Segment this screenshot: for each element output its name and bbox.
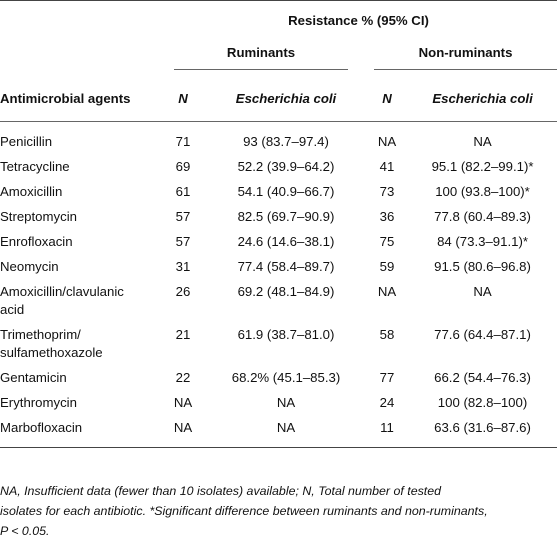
column-header-non-ecoli-text: Escherichia coli: [432, 91, 533, 106]
agent-cell: [0, 277, 160, 320]
rum-ecoli-cell: 68.2% (45.1–85.3): [231, 370, 341, 385]
header-row-columns: [0, 76, 557, 122]
non-ecoli-cell: 63.6 (31.6–87.6): [434, 420, 531, 435]
table-row: [0, 252, 557, 277]
agent-cell: Streptomycin: [0, 209, 77, 224]
non-ecoli-cell: NA: [473, 284, 492, 299]
non-n-cell: NA: [377, 284, 397, 299]
rum-n-cell: 71: [175, 134, 191, 149]
group-ruminants: [160, 39, 366, 76]
non-ecoli-cell: 77.6 (64.4–87.1): [434, 327, 531, 342]
footnote-line-1: NA, Insufficient data (fewer than 10 isolates) available; N, Total number of tested: [0, 484, 442, 498]
agent-line-1: Amoxicillin/clavulanic: [0, 284, 124, 299]
agent-cell: Marbofloxacin: [0, 420, 83, 435]
agent-cell: Enrofloxacin: [0, 234, 73, 249]
agent-cell: Erythromycin: [0, 395, 77, 410]
agent-cell: Neomycin: [0, 259, 59, 274]
header-row-groups: [0, 39, 557, 76]
non-ecoli-cell: 100 (82.8–100): [437, 395, 528, 410]
column-header-rum-ecoli-text: Escherichia coli: [235, 91, 337, 106]
rum-ecoli-cell: NA: [276, 420, 296, 435]
non-ecoli-cell: NA: [473, 134, 492, 149]
rum-n-cell: 22: [175, 370, 191, 385]
group-ruminants-label: Ruminants: [174, 45, 348, 70]
non-n-cell: 36: [379, 209, 395, 224]
rum-n-cell: 69: [175, 159, 191, 174]
header-empty-cell: [0, 39, 160, 76]
column-header-non-n: [366, 76, 408, 122]
non-n-cell: NA: [377, 134, 397, 149]
non-ecoli-cell: 66.2 (54.4–76.3): [434, 370, 531, 385]
header-empty-cell: [0, 1, 160, 40]
rum-n-cell: 61: [175, 184, 191, 199]
agent-cell: Tetracycline: [0, 159, 70, 174]
table-row: [0, 127, 557, 152]
rum-n-cell: 31: [175, 259, 191, 274]
rum-n-cell: NA: [173, 420, 193, 435]
rum-n-cell: NA: [173, 395, 193, 410]
table-row: [0, 388, 557, 413]
non-ecoli-cell: 84 (73.3–91.1)*: [437, 234, 528, 249]
non-n-cell: 59: [379, 259, 395, 274]
table-row: [0, 202, 557, 227]
column-header-rum-ecoli: [206, 76, 366, 122]
non-n-cell: 77: [379, 370, 395, 385]
table-row: [0, 152, 557, 177]
rum-ecoli-cell: 69.2 (48.1–84.9): [237, 284, 335, 299]
rum-ecoli-cell: NA: [276, 395, 296, 410]
agent-cell: Amoxicillin: [0, 184, 63, 199]
rum-n-cell: 26: [175, 284, 191, 299]
table-row: [0, 363, 557, 388]
agent-line-2: sulfamethoxazole: [0, 345, 103, 360]
non-n-cell: 41: [379, 159, 395, 174]
column-header-non-ecoli: [408, 76, 557, 122]
non-n-cell: 58: [379, 327, 395, 342]
column-header-rum-n: [160, 76, 206, 122]
agent-cell: Gentamicin: [0, 370, 67, 385]
agent-line-2: acid: [0, 302, 25, 317]
column-header-non-n-text: N: [382, 91, 392, 106]
rum-ecoli-cell: 77.4 (58.4–89.7): [237, 259, 335, 274]
agent-cell: Penicillin: [0, 134, 53, 149]
table-row: [0, 277, 557, 320]
non-ecoli-cell: 95.1 (82.2–99.1)*: [431, 159, 534, 174]
column-header-agent: Antimicrobial agents: [0, 91, 131, 106]
footnote-line-3: P < 0.05.: [0, 524, 50, 538]
non-n-cell: 11: [380, 420, 394, 435]
table-row: [0, 320, 557, 363]
rum-ecoli-cell: 82.5 (69.7–90.9): [237, 209, 335, 224]
rum-ecoli-cell: 93 (83.7–97.4): [243, 134, 329, 149]
table-row: [0, 177, 557, 202]
non-ecoli-cell: 91.5 (80.6–96.8): [434, 259, 531, 274]
group-non-ruminants-label: Non-ruminants: [374, 45, 557, 70]
non-n-cell: 24: [379, 395, 395, 410]
non-n-cell: 75: [379, 234, 395, 249]
non-ecoli-cell: 77.8 (60.4–89.3): [434, 209, 531, 224]
agent-line-1: Trimethoprim/: [0, 327, 81, 342]
group-non-ruminants: [366, 39, 557, 76]
header-row-title: [0, 1, 557, 40]
rum-n-cell: 57: [175, 209, 191, 224]
table-row: [0, 227, 557, 252]
rum-ecoli-cell: 54.1 (40.9–66.7): [237, 184, 335, 199]
table-footnote: [0, 481, 557, 541]
rum-n-cell: 21: [175, 327, 191, 342]
footnote-line-2: isolates for each antibiotic. *Significant difference between ruminants and non-ruminants,: [0, 504, 488, 518]
table-row: [0, 413, 557, 448]
non-ecoli-cell: 100 (93.8–100)*: [435, 184, 530, 199]
rum-ecoli-cell: 61.9 (38.7–81.0): [237, 327, 335, 342]
resistance-title: Resistance % (95% CI): [288, 12, 429, 28]
rum-ecoli-cell: 24.6 (14.6–38.1): [237, 234, 335, 249]
agent-cell: [0, 320, 160, 363]
column-header-rum-n-text: N: [178, 91, 188, 106]
rum-ecoli-cell: 52.2 (39.9–64.2): [237, 159, 335, 174]
rum-n-cell: 57: [175, 234, 191, 249]
non-n-cell: 73: [379, 184, 395, 199]
